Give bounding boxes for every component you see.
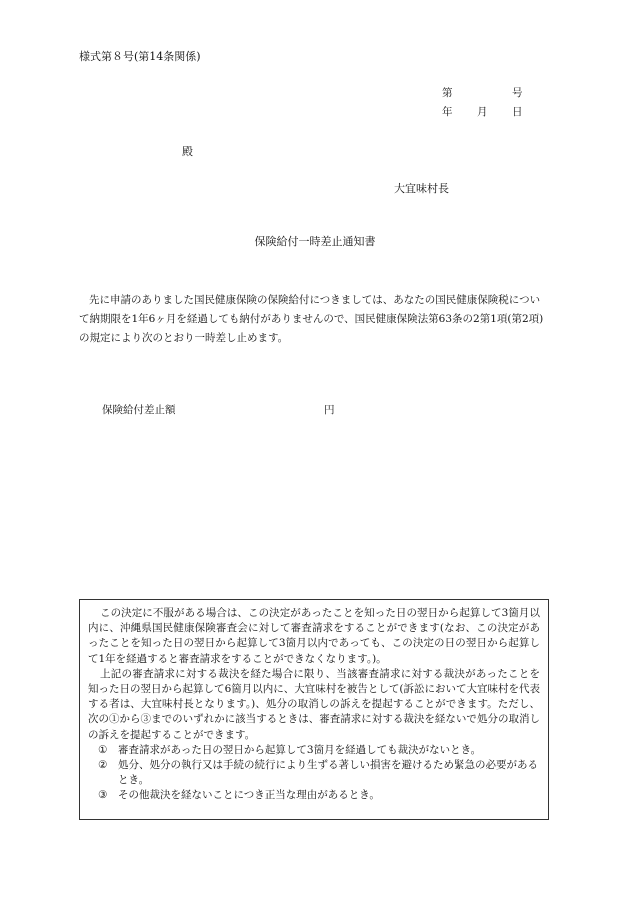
amount-unit: 円	[324, 404, 335, 416]
list-marker: ③	[98, 789, 108, 802]
list-item-text: 審査請求があった日の翌日から起算して3箇月を経過しても裁決がないとき。	[118, 743, 482, 756]
appeal-notice-box	[79, 599, 549, 820]
addressee-honorific: 殿	[182, 145, 193, 158]
amount-label: 保険給付差止額	[102, 404, 176, 416]
document-title: 保険給付一時差止通知書	[254, 235, 376, 248]
date-month-label: 月	[477, 106, 488, 118]
list-item	[88, 788, 540, 803]
date-day-label: 日	[512, 106, 523, 118]
list-item	[88, 758, 540, 788]
list-marker: ①	[98, 743, 108, 756]
list-marker: ②	[98, 759, 108, 772]
issuer-name: 大宜味村長	[394, 182, 449, 195]
notice-conditions-list	[88, 743, 540, 804]
body-paragraph: 先に申請のありました国民健康保険の保険給付につきましては、あなたの国民健康保険税について納期限を1年6ヶ月を経過しても納付がありませんので、国民健康保険法第63条の2第1項(第2項)の規定により次のとおり一時差し止めます。	[79, 294, 544, 344]
notice-paragraph-1: この決定に不服がある場合は、この決定があったことを知った日の翌日から起算して3箇月以内に、沖縄県国民健康保険審査会に対して審査請求をすることができます(なお、この決定があったことを知った日の翌日から起算して3箇月以内であっても、この決定の日の翌日から起算して1年を経過すると審査請求をすることができなくなります。)。	[88, 607, 540, 665]
list-item-text: その他裁決を経ないことにつき正当な理由があるとき。	[118, 789, 380, 802]
notice-paragraph-2: 上記の審査請求に対する裁決を経た場合に限り、当該審査請求に対する裁決があったことを知った日の翌日から起算して6箇月以内に、大宜味村を被告として(訴訟において大宜味村を代表する者は、大宜味村長となります。)、処分の取消しの訴えを提起することができます。ただし、次の①から③までのいずれかに該当するときは、審査請求に対する裁決を経ないで処分の取消しの訴えを提起することができます。	[88, 667, 540, 741]
list-item	[88, 743, 540, 758]
list-item-text: 処分、処分の執行又は手続の続行により生ずる著しい損害を避けるため緊急の必要があるとき。	[118, 759, 538, 787]
document-number-prefix: 第	[442, 87, 453, 99]
date-year-label: 年	[442, 106, 453, 118]
document-number-suffix: 号	[512, 87, 523, 99]
form-id: 様式第８号(第14条関係)	[79, 50, 201, 63]
